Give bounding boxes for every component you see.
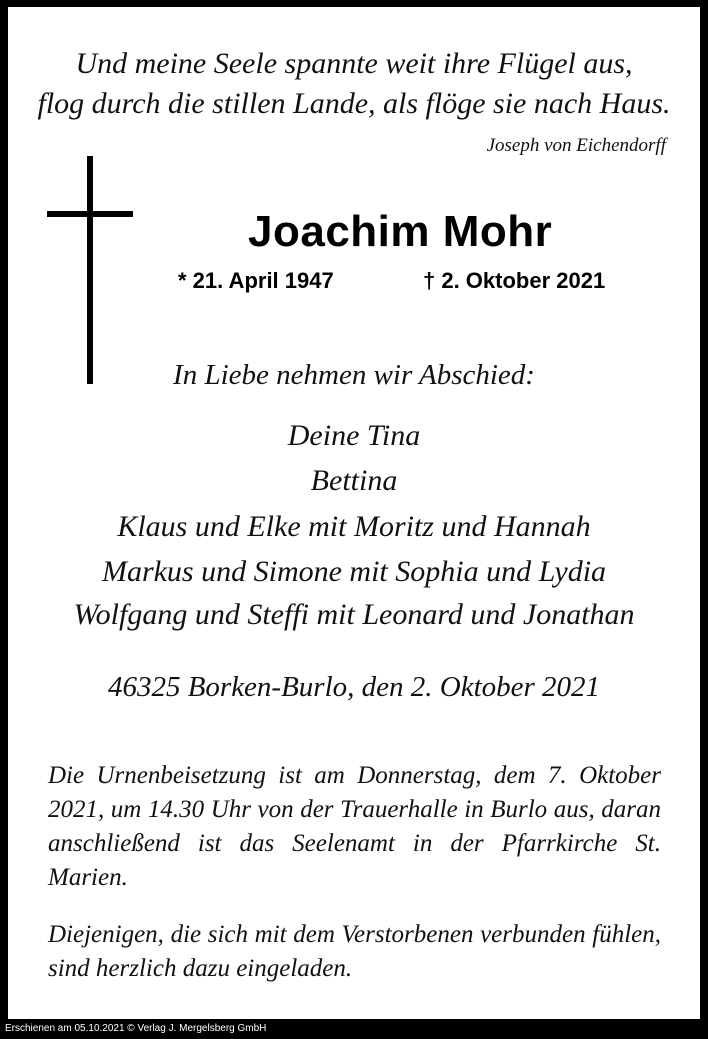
quote-line-2: flog durch die stillen Lande, als flöge sie nach Haus. [37,87,671,120]
family-member: Wolfgang und Steffi mit Leonard und Jonathan [73,598,635,631]
family-member: Bettina [310,464,398,497]
cross-horizontal-bar [47,211,133,217]
cross-vertical-bar [87,156,93,384]
family-member: Markus und Simone mit Sophia und Lydia [101,555,607,588]
quote-line-1: Und meine Seele spannte weit ihre Flügel aus, [75,47,633,80]
birth-date: * 21. April 1947 [178,268,334,293]
place-and-date: 46325 Borken-Burlo, den 2. Oktober 2021 [107,671,601,703]
family-member: Deine Tina [287,419,421,452]
quote-author: Joseph von Eichendorff [486,135,666,156]
obituary-card [8,7,700,1019]
family-member: Klaus und Elke mit Moritz und Hannah [117,510,591,543]
funeral-info: Die Urnenbeisetzung ist am Donnerstag, dem 7. Oktober 2021, um 14.30 Uhr von der Trauerhalle in Burlo aus, daran anschließend ist das Seelenamt in der Pfarrkirche St. Marien. [48,762,661,891]
death-date: † 2. Oktober 2021 [423,268,606,293]
invitation-text: Diejenigen, die sich mit dem Verstorbenen verbunden fühlen, sind herzlich dazu eingeladen. [48,921,661,982]
deceased-name: Joachim Mohr [248,207,553,256]
farewell-heading: In Liebe nehmen wir Abschied: [173,359,535,391]
publication-footer: Erschienen am 05.10.2021 © Verlag J. Mergelsberg GmbH [5,1023,267,1034]
